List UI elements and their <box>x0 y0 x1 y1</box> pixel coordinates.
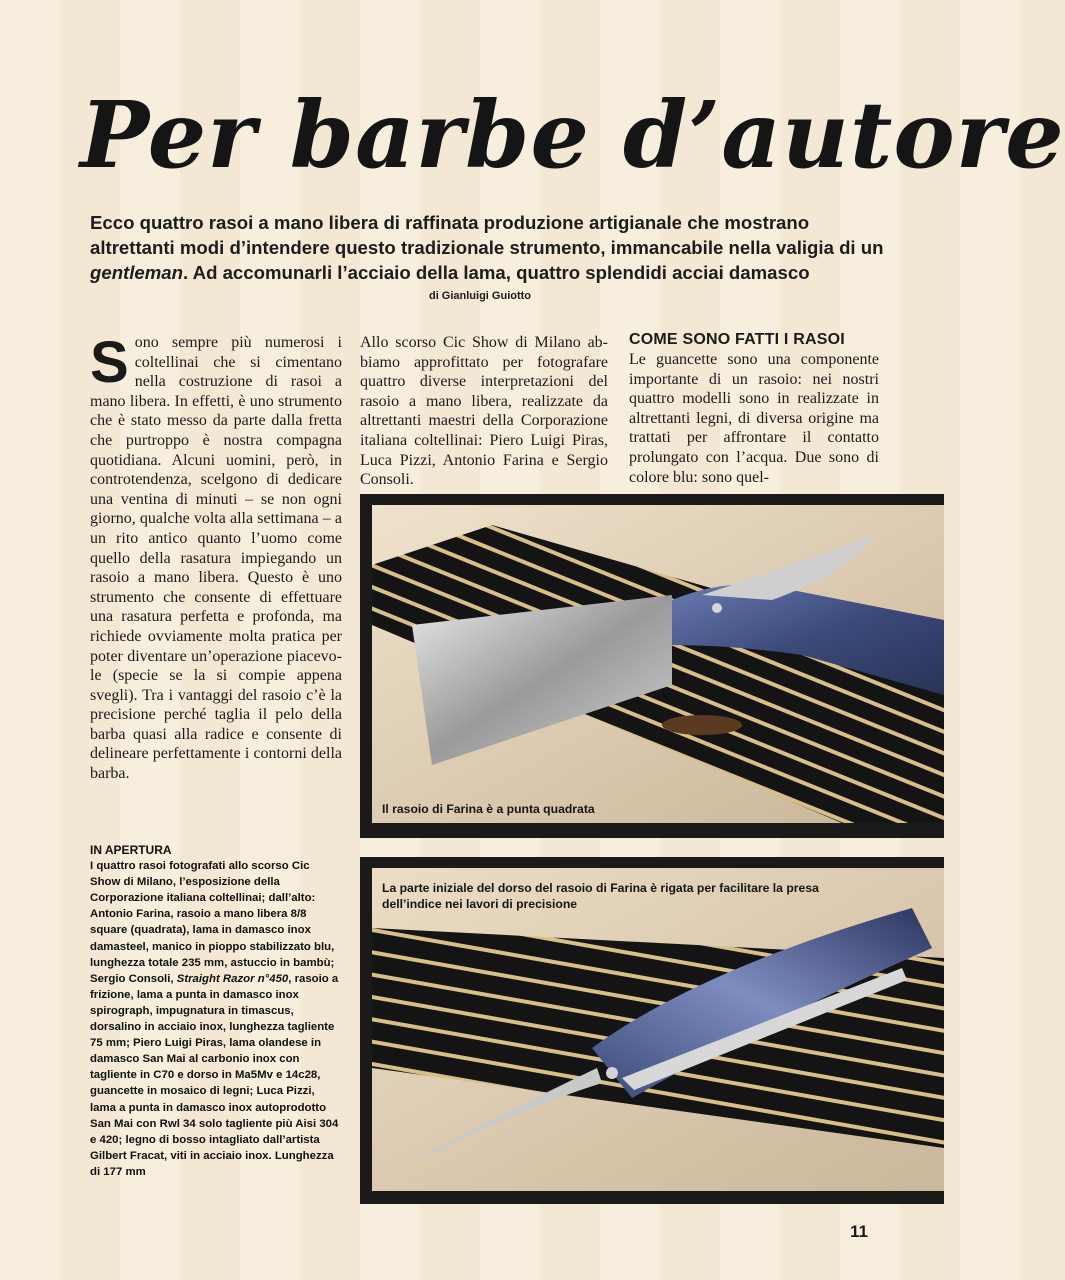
subtitle-part-1: Ecco quattro rasoi a mano libera di raffinata produzione artigianale che mostrano altrettanti modi d’intendere questo tradizionale strumento, immancabile nella valigia di un <box>90 212 884 258</box>
razor-photo-illustration-2 <box>372 868 944 1191</box>
razor-photo-illustration-1 <box>372 505 944 823</box>
section-heading: COME SONO FATTI I RASOI <box>629 331 845 348</box>
article-title: Per barbe d’autore <box>80 81 1065 189</box>
sidebar-text-1: I quattro rasoi fotografati allo scorso Cic Show di Milano, l’esposizione della Corporazione italiana coltellinai; dall’alto: Antonio Farina, rasoio a mano libera 8/8 square (quadrata), lama in damasco inox damasteel, manico in pioppo stabilizzato blu, lunghezza totale 235 mm, astuccio in bambù; Sergio Consoli, <box>90 860 335 985</box>
author-byline: di Gianluigi Guiotto <box>428 290 532 302</box>
photo-caption-2: La parte iniziale del dorso del rasoio di Farina è rigata per facilitare la presa dell’indice nei lavori di precisione <box>382 881 819 911</box>
column-1-text: ono sempre più numerosi i coltellinai che si cimentano nella costruzione di rasoi a mano libera. In effetti, è uno strumento che è stato messo da parte dalla fretta che purtroppo è nostra compagna quotidiana. Alcuni uomini, però, in controtendenza, scelgono di dedicare una ventina di minuti – se non ogni giorno, qualche volta alla settimana – a un rito antico quanto l’uomo come quello della rasatura impiegando un rasoio a mano libera. Questo è uno strumento che consente di effettuare una rasatura perfetta e profonda, ma richiede ovviamente molta pratica per poter diventare un’operazione piacevole (specie se la si compie appena svegli). Tra i vantaggi del rasoio c’è la precisione perché taglia il pelo della barba quasi alla radice e consente di delineare perfettamente i contorni della barba. <box>90 334 342 783</box>
page-number: 11 <box>850 1222 868 1241</box>
opening-sidebar <box>90 842 340 1180</box>
subtitle-part-2: . Ad accomunarli l’acciaio della lama, quattro splendidi acciai damasco <box>183 262 810 283</box>
subtitle-italic-word: gentleman <box>90 262 183 283</box>
photo-razor-square-point <box>360 494 944 838</box>
sidebar-heading: IN APERTURA <box>90 843 172 857</box>
body-column-2: Allo scorso Cic Show di Milano abbiamo approfittato per fotografare quattro diverse interpretazioni del rasoio a mano libera, realizzate da altrettanti maestri della Corporazione italiana coltellinai: Piero Luigi Piras, Luca Pizzi, Antonio Farina e Sergio Consoli. <box>360 334 608 489</box>
article-subtitle <box>90 210 890 285</box>
sidebar-body <box>90 858 340 1180</box>
body-column-3: Le guancette sono una componente importante di un rasoio: nei nostri quattro modelli sono in realizzate in altrettanti legni, di diversa origine ma trattati per affrontare il contatto prolungato con l’acqua. Due sono di colore blu: sono quel- <box>629 351 879 486</box>
body-column-1 <box>90 330 342 784</box>
drop-cap: S <box>90 330 129 395</box>
photo-caption-1: Il rasoio di Farina è a punta quadrata <box>382 802 595 816</box>
sidebar-italic-model: Straight Razor n°450 <box>176 972 289 985</box>
sidebar-text-2: , rasoio a frizione, lama a punta in damasco inox spirograph, impugnatura in timascus, dorsalino in acciaio inox, lunghezza tagliente 75 mm; Piero Luigi Piras, lama olandese in damasco San Mai al carbonio inox con tagliente in C70 e dorso in Ma5Mv e 14c28, guancette in mosaico di legni; Luca Pizzi, lama a punta in damasco inox autoprodotto San Mai con Rwl 34 solo tagliente più Aisi 304 e 420; legno di bosso intagliato dall’artista Gilbert Fracat, viti in acciaio inox. Lunghezza di 177 mm <box>90 972 339 1178</box>
